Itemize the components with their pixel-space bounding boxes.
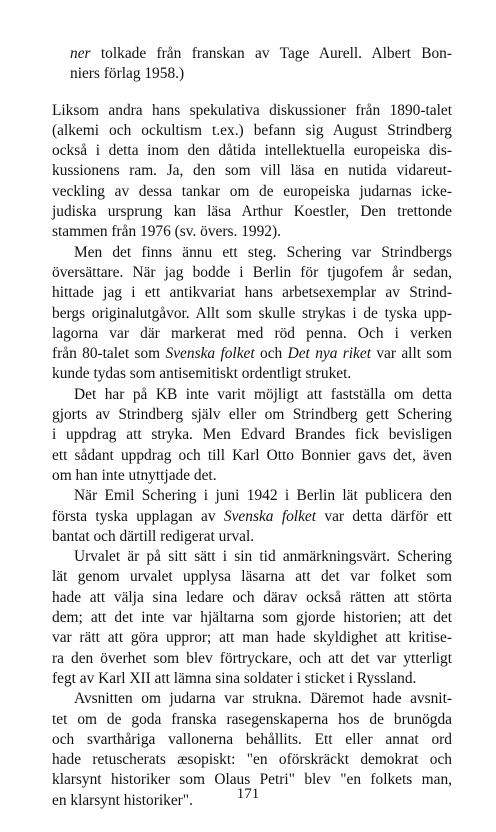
paragraph-1 <box>52 101 452 243</box>
section-gap <box>52 85 452 101</box>
body-text <box>52 44 452 811</box>
paragraph-2 <box>52 243 452 385</box>
text-line: gjorts av Strindberg själv eller om Strindberg gett Schering <box>52 406 452 424</box>
text-line: Men det finns ännu ett steg. Schering var Strindbergs <box>74 243 452 261</box>
text-line: ett sådant uppdrag och till Karl Otto Bonnier gavs det, även <box>52 446 452 464</box>
text-line: Avsnitten om judarna var strukna. Däremot hade avsnit- <box>74 690 452 708</box>
paragraph-4 <box>52 486 452 547</box>
text-line: och svarthåriga vallonerna behållits. Ett eller annat ord <box>52 730 452 748</box>
page-number: 171 <box>236 786 260 802</box>
text-line: bantat och därtill redigerat urval. <box>52 527 255 545</box>
text-line: När Emil Schering i juni 1942 i Berlin lät publicera den <box>74 487 452 505</box>
note-block <box>52 44 452 85</box>
text-line: också i detta inom den dåtida intellektuella europeiska dis- <box>52 142 452 160</box>
text-line-with-titles: första tyska upplagan av Svenska folket var detta därför ett <box>52 507 452 525</box>
text-line: lagorna var där markerat med röd penna. Och i verken <box>52 324 452 342</box>
text-line: dem; att det inte var hjältarna som gjorde historien; att det <box>52 609 452 627</box>
book-title: Svenska folket <box>223 507 317 525</box>
note-line-2: niers förlag 1958.) <box>70 65 185 83</box>
text-line: i uppdrag att stryka. Men Edvard Brandes fick bevisligen <box>52 426 452 444</box>
text-line: Liksom andra hans spekulativa diskussioner från 1890-talet <box>52 101 452 119</box>
text-line: översättare. När jag bodde i Berlin för tjugofem år sedan, <box>52 263 452 281</box>
paragraph-3 <box>52 385 452 486</box>
text-line: kussionens ram. Ja, den som vill läsa en nutida vidareut- <box>52 162 452 180</box>
text-line: tet om de goda franska rasegenskaperna hos de brunögda <box>52 710 452 728</box>
text-line: kunde tydas som antisemitiskt ordentligt struket. <box>52 365 352 383</box>
paragraph-5 <box>52 547 452 689</box>
text-line: lät genom urvalet upplysa läsarna att det var folket som <box>52 568 452 586</box>
text-line: var rätt att göra uppror; att man hade skyldighet att kritise- <box>52 629 452 647</box>
text-line: Urvalet är på sitt sätt i sin tid anmärkningsvärt. Schering <box>74 548 452 566</box>
text-line: hade retuscherats æsopiskt: "en oförskräckt demokrat och <box>52 751 452 769</box>
text-line: Det har på KB inte varit möjligt att fastställa om detta <box>74 385 452 403</box>
book-title: Det nya riket <box>287 345 371 363</box>
text-line: klarsynt historiker som Olaus Petri" blev "en folkets man, <box>52 771 452 789</box>
text-line: ra den överhet som blev förtryckare, och att det var ytterligt <box>52 649 452 667</box>
text-line: judiska ursprung kan läsa Arthur Koestler, Den trettonde <box>52 203 452 221</box>
book-title: Svenska folket <box>165 345 255 363</box>
italic-term: ner <box>70 45 91 62</box>
text-line: om han inte utnyttjade det. <box>52 466 217 484</box>
text-line: stammen från 1976 (sv. övers. 1992). <box>52 223 281 241</box>
text-line: en klarsynt historiker". <box>52 791 193 809</box>
text-line: veckling av dessa tankar om de europeiska judarnas icke- <box>52 182 452 200</box>
text-line: fegt av Karl XII att lämna sina soldater i sticket i Ryssland. <box>52 669 417 687</box>
text-line: hade att välja sina ledare och därav också rätten att störta <box>52 588 452 606</box>
text-line: bergs originalutgåvor. Allt som skulle strykas i de tyska upp- <box>52 304 452 322</box>
text-line-with-titles: från 80-talet som Svenska folket och Det nya riket var allt som <box>52 345 453 363</box>
text-line: (alkemi och ockultism t.ex.) befann sig August Strindberg <box>52 121 452 139</box>
note-line-1: ner tolkade från franskan av Tage Aurell. Albert Bon- <box>70 45 452 62</box>
text-line: hittade jag i ett antikvariat hans arbetsexemplar av Strind- <box>52 284 452 302</box>
